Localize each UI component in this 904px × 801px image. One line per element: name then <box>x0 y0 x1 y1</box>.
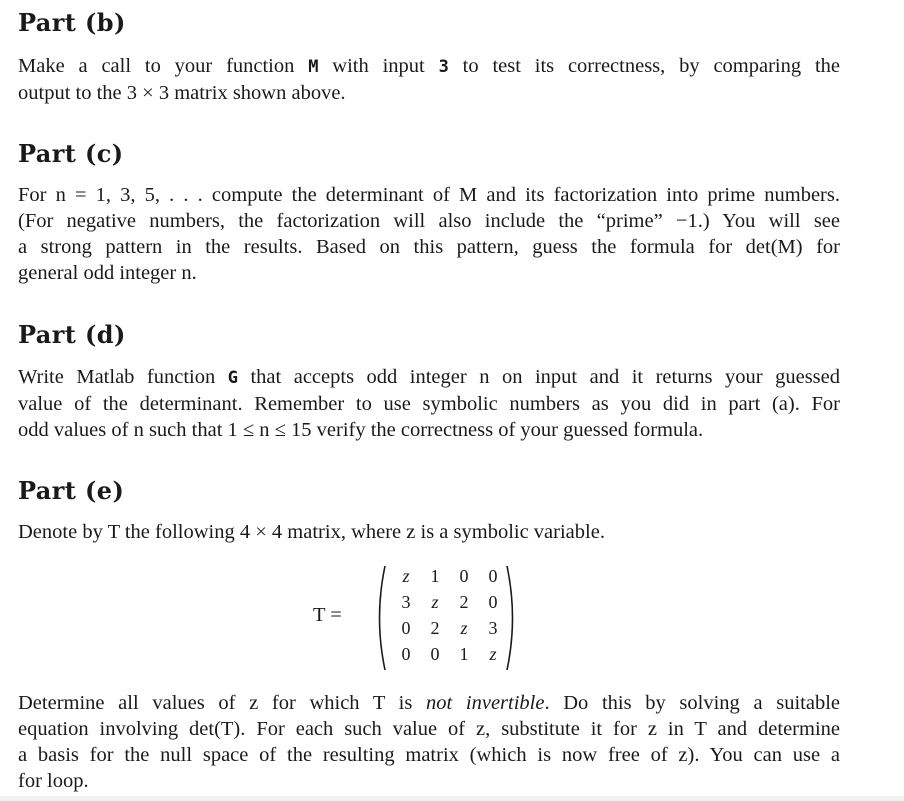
code-3: 3 <box>438 57 449 77</box>
code-G: G <box>227 368 238 388</box>
part-e-line-1: Determine all values of z for which T is not invertible. Do this by solving a suitable <box>18 692 840 714</box>
part-b-paragraph <box>18 53 840 106</box>
matrix-cell: 0 <box>488 592 498 612</box>
part-e-line-4: for loop. <box>18 770 89 792</box>
part-e-intro: Denote by T the following 4 × 4 matrix, where z is a symbolic variable. <box>18 521 605 543</box>
not-invertible-emphasis: not invertible <box>426 692 545 714</box>
matrix-cell: z <box>402 566 410 586</box>
page-bottom-rule <box>0 796 904 801</box>
part-c-line-1: For n = 1, 3, 5, . . . compute the determinant of M and its factorization into prime numbers. <box>18 184 840 206</box>
matrix-cell: 0 <box>459 566 469 586</box>
matrix-lhs: T = <box>313 604 342 626</box>
matrix-T <box>313 562 523 674</box>
left-paren-icon <box>373 564 387 672</box>
part-b-line-1: Make a call to your function M with input 3 to test its correctness, by comparing the <box>18 55 840 77</box>
part-d-paragraph <box>18 364 840 443</box>
part-e-line-3: a basis for the null space of the resulting matrix (which is now free of z). You can use a <box>18 744 840 766</box>
part-e-paragraph <box>18 690 840 794</box>
code-M: M <box>308 57 319 77</box>
matrix-cell: 0 <box>401 618 411 638</box>
matrix-cell: 2 <box>459 592 469 612</box>
matrix-cell: 1 <box>459 644 469 664</box>
matrix-cell: z <box>431 592 439 612</box>
part-e-line-2: equation involving det(T). For each such value of z, substitute it for z in T and determine <box>18 718 840 740</box>
matrix-cell: 3 <box>401 592 411 612</box>
part-c-line-2: (For negative numbers, the factorization will also include the “prime” −1.) You will see <box>18 210 840 232</box>
matrix-cell: z <box>460 618 468 638</box>
matrix-cell: 0 <box>488 566 498 586</box>
part-d-line-2: value of the determinant. Remember to use symbolic numbers as you did in part (a). For <box>18 393 840 415</box>
part-b-heading: Part (b) <box>18 8 126 37</box>
matrix-cell: 3 <box>488 618 498 638</box>
right-paren-icon <box>505 564 519 672</box>
matrix-cell: 2 <box>430 618 440 638</box>
part-d-heading: Part (d) <box>18 320 126 349</box>
part-b-line-2: output to the 3 × 3 matrix shown above. <box>18 82 346 104</box>
part-d-line-1: Write Matlab function G that accepts odd integer n on input and it returns your guessed <box>18 366 840 388</box>
matrix-cell: 0 <box>401 644 411 664</box>
matrix-cell: 1 <box>430 566 440 586</box>
part-c-heading: Part (c) <box>18 139 124 168</box>
matrix-cell: z <box>489 644 497 664</box>
part-e-heading: Part (e) <box>18 476 125 505</box>
part-d-line-3: odd values of n such that 1 ≤ n ≤ 15 verify the correctness of your guessed formula. <box>18 419 704 441</box>
part-c-line-3: a strong pattern in the results. Based on this pattern, guess the formula for det(M) for <box>18 236 840 258</box>
part-c-paragraph <box>18 182 840 286</box>
part-c-line-4: general odd integer n. <box>18 262 197 284</box>
matrix-cell: 0 <box>430 644 440 664</box>
